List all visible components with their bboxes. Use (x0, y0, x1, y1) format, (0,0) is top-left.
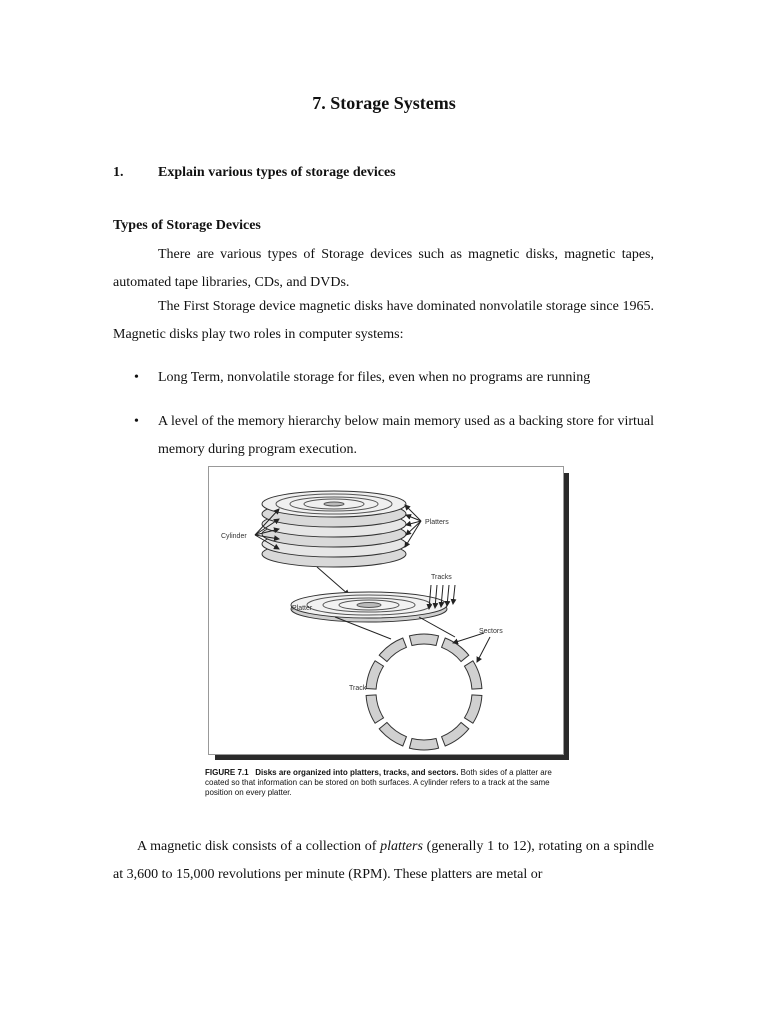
bullet-text: A level of the memory hierarchy below main memory used as a backing store for virtual memory during program execution. (158, 414, 654, 457)
bullet-item (134, 364, 654, 392)
sector-segment (366, 695, 383, 723)
connector-line (317, 567, 349, 595)
question-text: Explain various types of storage devices (158, 165, 396, 180)
sector-segment (379, 638, 406, 661)
sector-segment (409, 634, 438, 646)
figure-number: FIGURE 7.1 (205, 768, 249, 777)
sector-ring (366, 634, 482, 750)
sector-segment (464, 695, 481, 723)
bullet-dot-icon: • (134, 370, 139, 385)
first-device-paragraph: The First Storage device magnetic disks have dominated nonvolatile storage since 1965. Magnetic disks play two roles in computer systems: (113, 299, 654, 342)
intro-paragraph: There are various types of Storage devices such as magnetic disks, magnetic tapes, automated tape libraries, CDs, and DVDs. (113, 247, 654, 290)
caption-bold: Disks are organized into platters, tracks, and sectors. (255, 768, 459, 777)
caption-text: Both sides of a platter are coated so that information can be stored on both surfaces. A cylinder refers to a track at the same position on every platter. (205, 768, 552, 797)
bullet-text: Long Term, nonvolatile storage for files, even when no programs are running (158, 370, 591, 385)
platter-label: Platter (292, 605, 313, 612)
figure-frame (208, 466, 564, 755)
chapter-title: 7. Storage Systems (312, 93, 456, 113)
sector-segment (366, 661, 383, 689)
question-number: 1. (113, 165, 124, 180)
sector-segment (442, 722, 469, 745)
sector-segment (442, 638, 469, 661)
sector-segment (379, 722, 406, 745)
sector-segment (409, 738, 438, 750)
platters-label: Platters (425, 519, 449, 526)
figure-caption (205, 768, 573, 798)
section-heading: Types of Storage Devices (113, 218, 261, 233)
platters-arrows (405, 505, 421, 547)
single-platter (291, 592, 447, 622)
platter-stack (262, 491, 406, 567)
closing-text-end: (generally 1 to 12), rotating on a spindle at 3,600 to 15,000 revolutions per minute (RPM). These platters are metal or (113, 839, 654, 882)
bullet-item (134, 408, 654, 464)
sectors-label: Sectors (479, 628, 503, 635)
disk-figure (208, 466, 571, 762)
bullet-dot-icon: • (134, 414, 139, 429)
cylinder-label: Cylinder (221, 533, 247, 540)
sector-segment (464, 661, 481, 689)
closing-italic: platters (380, 839, 423, 854)
disk-diagram (209, 467, 563, 754)
track-label: Track (349, 685, 367, 692)
closing-text-start: A magnetic disk consists of a collection of (137, 839, 381, 854)
closing-paragraph (113, 833, 654, 889)
tracks-label: Tracks (431, 574, 452, 581)
